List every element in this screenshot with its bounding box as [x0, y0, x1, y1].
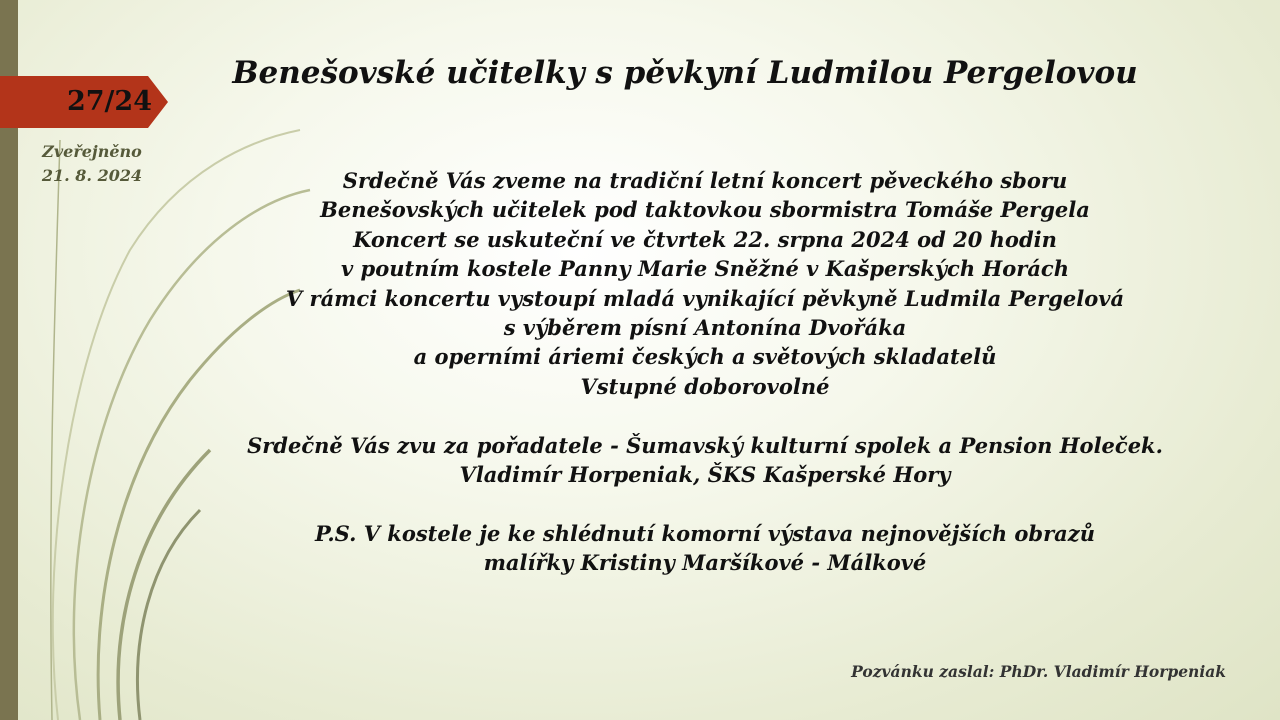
ps-line: malířky Kristiny Maršíkové - Málkové	[483, 550, 927, 576]
published-info	[22, 140, 162, 188]
body-line: V rámci koncertu vystoupí mladá vynikající pěvkyně Ludmila Pergelová	[285, 285, 1125, 311]
organizer-line: Srdečně Vás zvu za pořadatele - Šumavský kulturní spolek a Pension Holeček.	[247, 432, 1163, 458]
invitation-body	[150, 166, 1260, 578]
organizer-line: Vladimír Horpeniak, ŠKS Kašperské Hory	[459, 462, 951, 488]
body-line: Vstupné doborovolné	[580, 373, 830, 399]
body-line: a operními áriemi českých a světových skladatelů	[413, 344, 997, 370]
body-line: s výběrem písní Antonína Dvořáka	[503, 315, 907, 341]
published-label: Zveřejněno	[42, 142, 142, 161]
ps-line: P.S. V kostele je ke shlédnutí komorní výstava nejnovějších obrazů	[315, 520, 1095, 546]
body-line: Koncert se uskuteční ve čtvrtek 22. srpna 2024 od 20 hodin	[353, 226, 1057, 252]
spacer	[150, 489, 1260, 518]
slide-number-badge	[0, 76, 168, 128]
spacer	[150, 401, 1260, 430]
body-line: Benešovských učitelek pod taktovkou sbormistra Tomáše Pergela	[320, 197, 1090, 223]
footer-sender: Pozvánku zaslal: PhDr. Vladimír Horpeniak	[851, 662, 1226, 681]
page-title: Benešovské učitelky s pěvkyní Ludmilou Pergelovou	[232, 55, 1138, 91]
slide-number: 27/24	[66, 86, 152, 117]
published-date: 21. 8. 2024	[41, 166, 143, 185]
body-line: v poutním kostele Panny Marie Sněžné v Kašperských Horách	[341, 256, 1069, 282]
body-line: Srdečně Vás zveme na tradiční letní koncert pěveckého sboru	[342, 168, 1068, 193]
